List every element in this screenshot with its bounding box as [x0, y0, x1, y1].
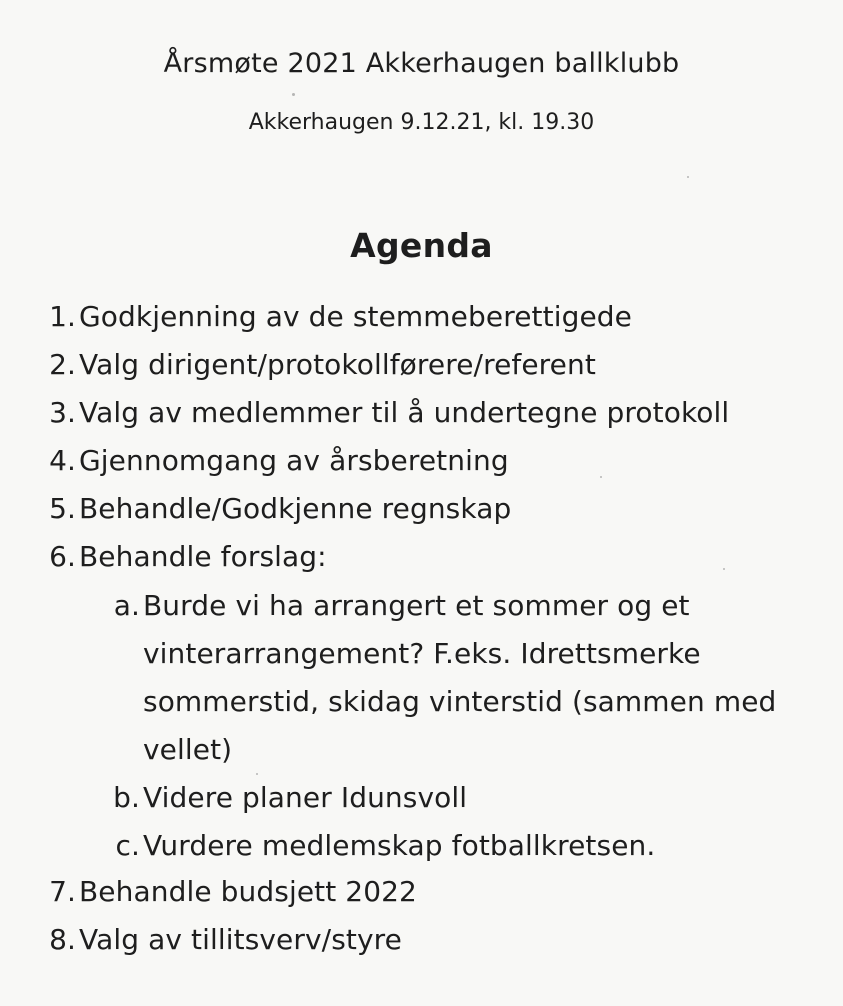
agenda-item-8 [44, 920, 402, 960]
agenda-item-4 [44, 441, 509, 481]
agenda-item-number: 3. [49, 396, 76, 429]
agenda-subitem-letter: a. [113, 589, 140, 622]
scan-speck [292, 93, 295, 96]
agenda-subitem-letter: c. [115, 829, 140, 862]
agenda-subitem-line: Vurdere medlemskap fotballkretsen. [143, 829, 656, 862]
scan-speck [723, 568, 725, 570]
agenda-item-text: Behandle forslag: [79, 540, 327, 573]
agenda-item-number: 6. [49, 540, 76, 573]
agenda-item-text: Valg av tillitsverv/styre [79, 923, 402, 956]
agenda-item-number: 8. [49, 923, 76, 956]
agenda-item-number: 4. [49, 444, 76, 477]
agenda-subitem-a-line-4: vellet) [143, 733, 233, 766]
agenda-item-3 [44, 393, 729, 433]
agenda-heading: Agenda [350, 226, 493, 265]
agenda-subitem-a [108, 586, 690, 626]
agenda-item-number: 2. [49, 348, 76, 381]
agenda-item-number: 1. [49, 300, 76, 333]
agenda-subitem-a-line-3: sommerstid, skidag vinterstid (sammen med [143, 685, 777, 718]
agenda-item-text: Gjennomgang av årsberetning [79, 444, 509, 477]
agenda-item-6 [44, 537, 327, 577]
scan-speck [600, 476, 602, 478]
agenda-item-text: Behandle/Godkjenne regnskap [79, 492, 512, 525]
agenda-subitem-line: Videre planer Idunsvoll [143, 781, 468, 814]
document-subtitle: Akkerhaugen 9.12.21, kl. 19.30 [248, 110, 595, 135]
document-title: Årsmøte 2021 Akkerhaugen ballklubb [163, 48, 680, 79]
scan-speck [687, 176, 689, 178]
agenda-item-7 [44, 872, 417, 912]
agenda-subitem-line: Burde vi ha arrangert et sommer og et [143, 589, 690, 622]
agenda-subitem-a-line-2: vinterarrangement? F.eks. Idrettsmerke [143, 637, 701, 670]
agenda-item-text: Valg av medlemmer til å undertegne protokoll [79, 396, 730, 429]
agenda-item-1 [44, 297, 632, 337]
agenda-subitem-letter: b. [113, 781, 140, 814]
agenda-item-text: Behandle budsjett 2022 [79, 875, 417, 908]
agenda-item-5 [44, 489, 511, 529]
agenda-item-text: Godkjenning av de stemmeberettigede [79, 300, 632, 333]
agenda-subitem-b [108, 778, 467, 818]
scan-speck [256, 773, 258, 775]
agenda-item-2 [44, 345, 596, 385]
agenda-item-number: 7. [49, 875, 76, 908]
agenda-item-number: 5. [49, 492, 76, 525]
agenda-subitem-c [108, 826, 655, 866]
agenda-item-text: Valg dirigent/protokollførere/referent [79, 348, 596, 381]
